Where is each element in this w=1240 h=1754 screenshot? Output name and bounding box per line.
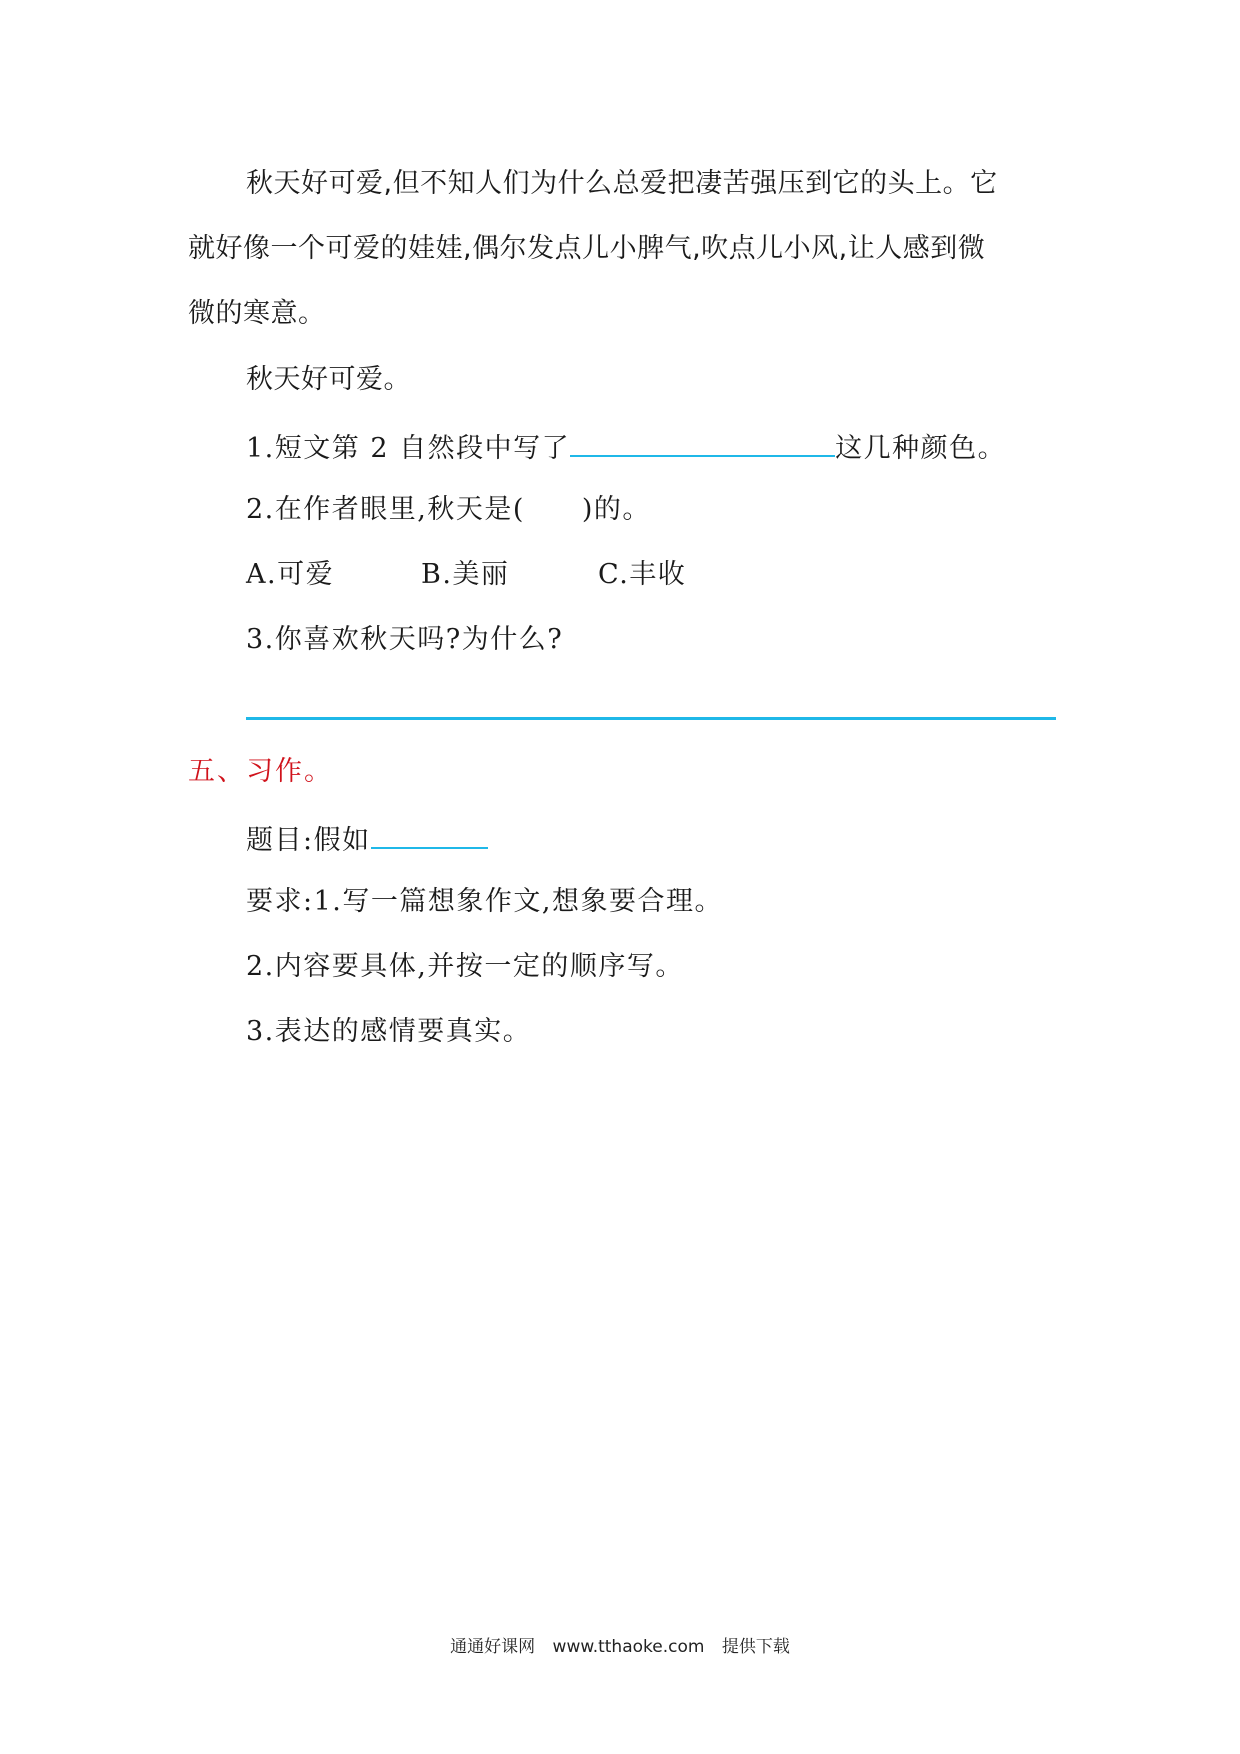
passage-line-3: 微的寒意。 [188,298,326,329]
page-footer [0,1632,1240,1657]
footer-suffix: 提供下载 [721,1637,790,1657]
passage-line-2: 就好像一个可爱的娃娃,偶尔发点儿小脾气,吹点儿小风,让人感到微 [188,233,986,264]
footer-site-name: 通通好课网 [450,1637,536,1657]
section-5-heading: 五、习作。 [188,756,333,787]
requirement-3: 3.表达的感情要真实。 [246,1016,532,1047]
question-1 [246,425,1006,469]
requirement-1: 要求:1.写一篇想象作文,想象要合理。 [246,886,723,917]
passage-line-1: 秋天好可爱,但不知人们为什么总爱把凄苦强压到它的头上。它 [246,168,998,199]
passage-line-4: 秋天好可爱。 [246,364,411,395]
option-a[interactable]: A.可爱 [246,559,335,590]
composition-title-label: 题目:假如 [246,825,371,856]
composition-title [246,817,488,861]
question-1-suffix: 这几种颜色。 [835,433,1007,464]
composition-title-blank[interactable] [371,817,488,849]
question-2: 2.在作者眼里,秋天是( )的。 [246,494,651,525]
option-c[interactable]: C.丰收 [598,559,687,590]
question-3: 3.你喜欢秋天吗?为什么? [246,624,564,655]
option-b[interactable]: B.美丽 [421,559,510,590]
footer-url[interactable]: www.tthaoke.com [552,1637,705,1657]
question-1-text: 1.短文第 2 自然段中写了 [246,433,571,464]
requirement-2: 2.内容要具体,并按一定的顺序写。 [246,951,684,982]
question-2-options [246,555,686,595]
question-3-answer-line[interactable] [246,717,1056,720]
question-1-blank[interactable] [570,425,835,457]
